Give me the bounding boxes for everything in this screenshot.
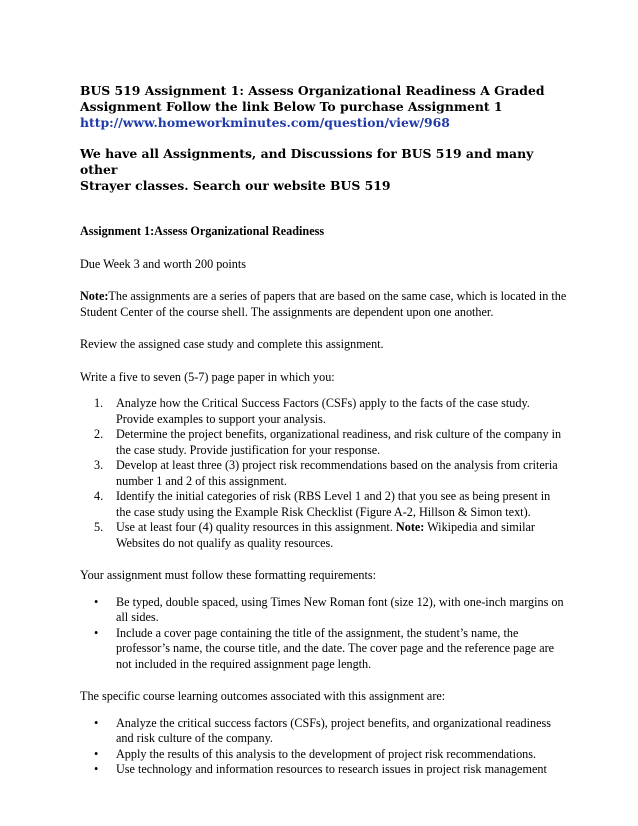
header-title-line-2: Assignment Follow the link Below To purchase Assignment 1 bbox=[80, 99, 503, 114]
item-note-label: Note: bbox=[395, 520, 425, 534]
item-text: Apply the results of this analysis to the development of project risk recommendations. bbox=[116, 746, 537, 761]
outcomes-list bbox=[80, 716, 568, 778]
item-text: Analyze the critical success factors (CSFs), project benefits, and organizational readiness and risk culture of the company. bbox=[116, 715, 551, 745]
list-item bbox=[94, 715, 568, 747]
header-block bbox=[80, 83, 568, 131]
note-label: Note: bbox=[80, 289, 109, 303]
promo-line-2: Strayer classes. Search our website BUS 519 bbox=[80, 178, 391, 193]
item-text: Use technology and information resources to research issues in project risk management bbox=[116, 762, 547, 776]
note-paragraph bbox=[80, 289, 568, 320]
write-intro: Write a five to seven (5-7) page paper in which you: bbox=[80, 369, 335, 384]
promo-block bbox=[80, 146, 568, 194]
list-item bbox=[94, 489, 568, 520]
bullet-icon: • bbox=[94, 594, 99, 609]
item-number: 5. bbox=[94, 520, 104, 534]
list-item bbox=[94, 520, 568, 551]
list-item bbox=[94, 396, 568, 427]
note-text: The assignments are a series of papers that are based on the same case, which is located in the Student Center of the course shell. The assignments are dependent upon one another. bbox=[80, 289, 567, 319]
list-item bbox=[94, 625, 568, 673]
bullet-icon: • bbox=[94, 715, 99, 730]
item-number: 2. bbox=[94, 427, 104, 441]
item-text: Identify the initial categories of risk (RBS Level 1 and 2) that you see as being present in the case study using the Example Risk Checklist (Figure A-2, Hillson & Simon text). bbox=[116, 489, 551, 519]
requirements-list bbox=[80, 396, 568, 551]
item-number: 3. bbox=[94, 458, 104, 472]
due-date: Due Week 3 and worth 200 points bbox=[80, 256, 247, 271]
list-item bbox=[94, 594, 568, 626]
item-text: Be typed, double spaced, using Times New Roman font (size 12), with one-inch margins on all sides. bbox=[116, 594, 564, 624]
item-number: 4. bbox=[94, 489, 104, 503]
header-title-line-1: BUS 519 Assignment 1: Assess Organizational Readiness A Graded bbox=[80, 83, 545, 98]
list-item bbox=[94, 458, 568, 489]
list-item bbox=[94, 762, 568, 778]
item-text-after: Wikipedia and similar Websites do not qualify as quality resources. bbox=[116, 520, 535, 550]
list-item bbox=[94, 746, 568, 763]
promo-line-1: We have all Assignments, and Discussions for BUS 519 and many other bbox=[80, 146, 534, 177]
review-instruction: Review the assigned case study and complete this assignment. bbox=[80, 337, 384, 351]
item-number: 1. bbox=[94, 396, 104, 410]
format-intro: Your assignment must follow these formatting requirements: bbox=[80, 568, 376, 582]
format-list bbox=[80, 595, 568, 673]
list-item bbox=[94, 427, 568, 458]
item-text: Include a cover page containing the title of the assignment, the student’s name, the professor’s name, the course title, and the date. The cover page and the reference page are not included in the required assignment page length. bbox=[116, 625, 555, 671]
item-text: Develop at least three (3) project risk recommendations based on the analysis from criteria number 1 and 2 of this assignment. bbox=[116, 458, 558, 488]
item-text: Analyze how the Critical Success Factors (CSFs) apply to the facts of the case study. Provide examples to support your analysis. bbox=[116, 396, 530, 426]
outcomes-intro: The specific course learning outcomes associated with this assignment are: bbox=[80, 689, 446, 703]
item-text: Use at least four (4) quality resources in this assignment. bbox=[116, 520, 396, 534]
bullet-icon: • bbox=[94, 762, 99, 776]
assignment-title: Assignment 1:Assess Organizational Readiness bbox=[80, 224, 325, 238]
item-text: Determine the project benefits, organizational readiness, and risk culture of the company in the case study. Provide justification for your response. bbox=[116, 427, 562, 457]
bullet-icon: • bbox=[94, 746, 99, 761]
bullet-icon: • bbox=[94, 625, 99, 640]
purchase-link[interactable]: http://www.homeworkminutes.com/question/view/968 bbox=[80, 115, 450, 130]
